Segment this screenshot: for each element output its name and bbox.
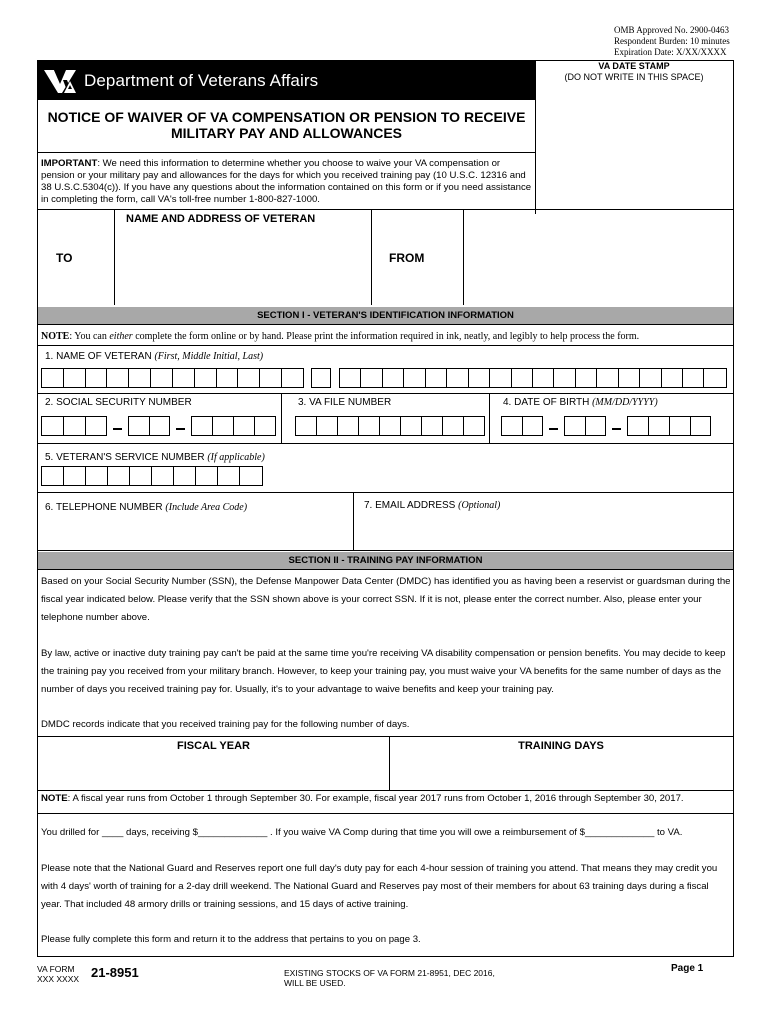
training-days-header: TRAINING DAYS xyxy=(518,740,604,752)
fiscal-year-field[interactable] xyxy=(41,756,385,787)
footer-page-number: Page 1 xyxy=(671,963,704,974)
footer-form-date: XXX XXXX xyxy=(37,974,80,984)
divider xyxy=(38,569,733,570)
field7-hint: (Optional) xyxy=(458,500,501,511)
note-post: complete the form online or by hand. Please print the information required in ink, neatly, and legibly to help process the form. xyxy=(132,331,640,342)
divider xyxy=(489,393,490,443)
from-label: FROM xyxy=(389,251,425,265)
name-address-header: NAME AND ADDRESS OF VETERAN xyxy=(126,213,316,225)
divider xyxy=(38,209,733,210)
divider xyxy=(114,209,115,305)
divider xyxy=(463,209,464,305)
stamp-divider xyxy=(535,61,536,214)
field1-label xyxy=(45,351,263,362)
telephone-input[interactable] xyxy=(41,516,349,546)
divider xyxy=(38,324,733,325)
omb-burden: Respondent Burden: 10 minutes xyxy=(614,36,730,46)
va-file-number-boxes[interactable] xyxy=(295,416,485,436)
field5-label-text: 5. VETERAN'S SERVICE NUMBER xyxy=(45,452,205,463)
service-number-boxes[interactable] xyxy=(41,466,263,486)
section1-header: SECTION I - VETERAN'S IDENTIFICATION INFORMATION xyxy=(38,307,733,324)
ssn-part3-boxes[interactable] xyxy=(191,416,276,436)
divider xyxy=(371,209,372,305)
footer-va-form: VA FORM xyxy=(37,964,75,974)
divider xyxy=(38,736,733,737)
important-notice xyxy=(41,158,535,206)
divider xyxy=(281,393,282,443)
note-label: NOTE xyxy=(41,331,70,342)
first-name-boxes[interactable] xyxy=(41,368,304,388)
to-label: TO xyxy=(56,251,73,265)
field5-label xyxy=(45,452,265,463)
footer-stocks-line2: WILL BE USED. xyxy=(284,978,346,988)
ssn-dash xyxy=(113,428,122,430)
middle-initial-box[interactable] xyxy=(311,368,331,388)
department-name: Department of Veterans Affairs xyxy=(84,70,319,90)
form-title-line1: NOTICE OF WAIVER OF VA COMPENSATION OR PENSION TO RECEIVE xyxy=(47,109,526,125)
training-days-field[interactable] xyxy=(393,756,729,787)
field3-label: 3. VA FILE NUMBER xyxy=(298,397,392,408)
field2-label: 2. SOCIAL SECURITY NUMBER xyxy=(45,397,192,408)
omb-info xyxy=(614,25,730,58)
stamp-note: (DO NOT WRITE IN THIS SPACE) xyxy=(564,72,704,82)
field4-label-text: 4. DATE OF BIRTH xyxy=(503,397,590,408)
divider xyxy=(38,152,535,153)
divider xyxy=(38,550,733,551)
dob-day-boxes[interactable] xyxy=(564,416,606,436)
from-address-field[interactable] xyxy=(467,212,730,302)
ssn-part1-boxes[interactable] xyxy=(41,416,107,436)
footer-form-id xyxy=(37,964,79,984)
ssn-part2-boxes[interactable] xyxy=(128,416,170,436)
omb-expiration: Expiration Date: X/XX/XXXX xyxy=(614,47,727,57)
fiscal-year-note xyxy=(41,790,731,808)
va-logo-icon xyxy=(42,67,78,95)
section2-paragraph5: Please fully complete this form and return it to the address that pertains to you on page 3. xyxy=(41,934,421,945)
section2-paragraph1: Based on your Social Security Number (SSN), the Defense Manpower Data Center (DMDC) has identified you as having been a reservist or guardsman during the fiscal year indicated below. Please verify that the SSN shown above is your correct SSN. If it is not, please enter the correct number. Also, please enter your telephone number above. xyxy=(41,576,731,623)
important-label: IMPORTANT xyxy=(41,158,98,169)
field6-label-text: 6. TELEPHONE NUMBER xyxy=(45,502,163,513)
field1-label-text: 1. NAME OF VETERAN xyxy=(45,351,152,362)
form-title xyxy=(38,109,535,141)
fiscal-note-text: : A fiscal year runs from October 1 through September 30. For example, fiscal year 2017 runs from October 1, 2016 through September 30, 2017. xyxy=(67,793,684,804)
section2-paragraph3: DMDC records indicate that you received training pay for the following number of days. xyxy=(41,719,410,730)
section2-paragraph4: Please note that the National Guard and Reserves report one full day's duty pay for each 4-hour session of training you attend. That means they may credit you with 4 days' worth of training for a 2-day drill weekend. The National Guard and Reserves pay most of their members for about 63 training days during a fiscal year. That included 48 armory drills or training sessions, and 15 days of active training. xyxy=(41,863,718,910)
field4-hint: (MM/DD/YYYY) xyxy=(592,397,658,408)
date-stamp-area xyxy=(535,61,733,83)
section1-note xyxy=(41,331,639,342)
field1-hint: (First, Middle Initial, Last) xyxy=(154,351,264,362)
divider xyxy=(38,345,733,346)
last-name-boxes[interactable] xyxy=(339,368,727,388)
dob-dash xyxy=(612,428,621,430)
dob-year-boxes[interactable] xyxy=(627,416,711,436)
note-em: either xyxy=(109,331,133,342)
form-title-line2: MILITARY PAY AND ALLOWANCES xyxy=(170,125,402,141)
drill-line: You drilled for ____ days, receiving $_____________ . If you waive VA Comp during that time you will owe a reimbursement of $_____________ to VA. xyxy=(41,827,683,838)
divider xyxy=(38,813,733,814)
field6-hint: (Include Area Code) xyxy=(165,502,248,513)
important-text: : We need this information to determine whether you choose to waive your VA compensation or pension or your military pay and allowances for the days for which you received training pay (10 U.S.C. 12316 and 38 U.S.C.5304(c)). If you have any questions about the information contained on this form or if you need assistance in completing the form, call VA's toll-free number 1-800-827-1000. xyxy=(41,158,532,205)
field5-hint: (If applicable) xyxy=(207,452,265,463)
field6-label xyxy=(45,502,247,513)
to-address-field[interactable] xyxy=(118,230,367,302)
footer-stocks xyxy=(284,968,495,988)
footer-stocks-line1: EXISTING STOCKS OF VA FORM 21-8951, DEC 2016, xyxy=(284,968,495,978)
omb-approved: OMB Approved No. 2900-0463 xyxy=(614,25,729,35)
section2-header: SECTION II - TRAINING PAY INFORMATION xyxy=(38,552,733,569)
fiscal-note-label: NOTE xyxy=(41,793,68,804)
email-input[interactable] xyxy=(357,516,729,546)
ssn-dash xyxy=(176,428,185,430)
divider xyxy=(38,492,733,493)
divider xyxy=(38,393,733,394)
dob-month-boxes[interactable] xyxy=(501,416,543,436)
footer-form-number: 21-8951 xyxy=(91,965,139,980)
divider xyxy=(353,492,354,550)
note-pre: : You can xyxy=(69,331,110,342)
va-header xyxy=(38,61,535,100)
fiscal-year-header: FISCAL YEAR xyxy=(177,740,250,752)
section2-paragraph2: By law, active or inactive duty training pay can't be paid at the same time you're receiving VA disability compensation or pension benefits. You may decide to keep the training pay you received from your military branch. However, to keep your training pay, you must waive your VA benefits for the same number of days as the number of days you received training pay for. Usually, it's to your advantage to waive benefits and keep your training pay. xyxy=(41,648,726,695)
field7-label xyxy=(364,500,500,511)
divider xyxy=(38,443,733,444)
field4-label xyxy=(503,397,658,408)
dob-dash xyxy=(549,428,558,430)
stamp-title: VA DATE STAMP xyxy=(598,61,670,71)
field7-label-text: 7. EMAIL ADDRESS xyxy=(364,500,456,511)
